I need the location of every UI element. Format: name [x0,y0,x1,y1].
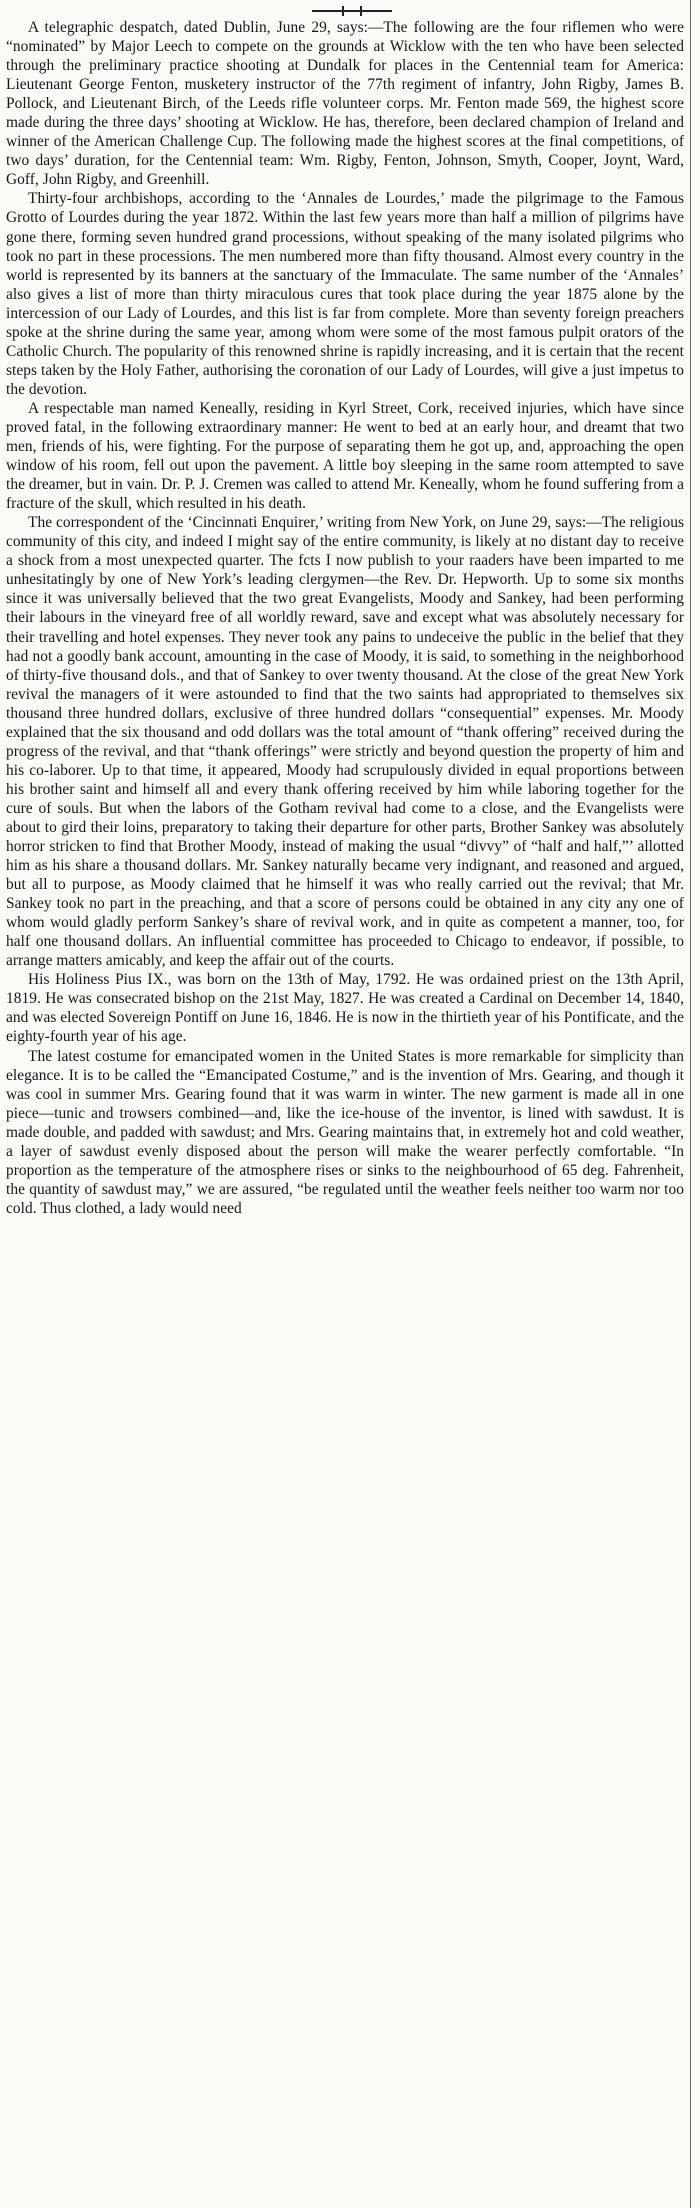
article-column [6,18,684,1218]
ornament-rule [312,10,392,12]
ornament-tick [360,6,362,16]
column-head-ornament [312,6,392,16]
ornament-tick [342,6,344,16]
column-divider [690,0,691,2208]
paragraph-rifle-team: A telegraphic despatch, dated Dublin, June 29, says:—The following are the four riflemen who were “nominated” by Major Leech to compete on the grounds at Wicklow with the ten who have been selected through the preliminary practice shooting at Dundalk for places in the Centennial team for America: Lieutenant George Fenton, musketery instructor of the 77th regiment of infantry, John Rigby, James B. Pollock, and Lieutenant Birch, of the Leeds rifle volunteer corps. Mr. Fenton made 569, the highest score made during the three days’ shooting at Wicklow. He has, therefore, been declared champion of Ireland and winner of the American Challenge Cup. The following made the highest scores at the final competitions, of two days’ duration, for the Centennial team: Wm. Rigby, Fenton, Johnson, Smyth, Cooper, Joynt, Ward, Goff, John Rigby, and Greenhill. [6,19,684,189]
paragraph-lourdes-pilgrimage: Thirty-four archbishops, according to the ‘Annales de Lourdes,’ made the pilgrimage to the Famous Grotto of Lourdes during the year 1872. Within the last few years more than half a million of pilgrims have gone there, forming seven hundred grand processions, without speaking of the many isolated pilgrims who took no part in these processions. The men numbered more than fifty thousand. Almost every country in the world is represented by its banners at the sanctuary of the Immaculate. The same number of the ‘Annales’ also gives a list of more than thirty miraculous cures that took place during the year 1875 alone by the intercession of our Lady of Lourdes, and this list is far from complete. More than seventy foreign preachers spoke at the shrine during the same year, among whom were some of the most famous pulpit orators of the Catholic Church. The popularity of this renowned shrine is rapidly increasing, and it is certain that the recent steps taken by the Holy Father, authorising the coronation of our Lady of Lourdes, will give a just impetus to the devotion. [6,190,684,398]
paragraph-moody-sankey: The correspondent of the ‘Cincinnati Enquirer,’ writing from New York, on June 29, says:—The religious community of this city, and indeed I might say of the entire community, is likely at no distant day to receive a shock from a most unexpected quarter. The fcts I now publish to your raaders have been imparted to me unhesitatingly by one of New York’s leading clergymen—the Rev. Dr. Hepworth. Up to some six months since it was universally believed that the two great Evangelists, Moody and Sankey, had been performing their labours in the vineyard free of all worldly reward, save and except what was absolutely necessary for their travelling and hotel expenses. They never took any pains to undeceive the public in the belief that they had not a goodly bank account, amounting in the case of Moody, it is said, to something in the neighborhood of thirty-five thousand dols., and that of Sankey to over twenty thousand. At the close of the great New York revival the managers of it were astounded to find that the two saints had appropriated to themselves six thousand three hundred dollars, exclusive of three hundred dollars “consequential” expenses. Mr. Moody explained that the six thousand and odd dollars was the total amount of “thank offering” received during the progress of the revival, and that “thank offerings” were strictly and beyond question the property of him and his co-laborer. Up to that time, it appeared, Moody had scrupulously divided in equal proportions between his brother saint and himself all and every thank offering received by him while laboring together for the cure of souls. But when the labors of the Gotham revival had come to a close, and the Evangelists were about to gird their loins, preparatory to taking their departure for other parts, Brother Sankey was absolutely horror stricken to find that Brother Moody, instead of making the usual “divvy” of “half and half,”’ allotted him as his share a thousand dollars. Mr. Sankey naturally became very indignant, and reasoned and argued, but all to purpose, as Moody claimed that he himself it was who really carried out the revival; that Mr. Sankey took no part in the preaching, and that a score of persons could be obtained in any city any one of whom would gladly perform Sankey’s share of revival work, and in quite as competent a manner, too, for half one thousand dollars. An influential committee has proceeded to Chicago to endeavor, if possible, to arrange matters amicably, and keep the affair out of the courts. [6,514,684,970]
paragraph-pius-ix: His Holiness Pius IX., was born on the 13th of May, 1792. He was ordained priest on the 13th April, 1819. He was consecrated bishop on the 21st May, 1827. He was created a Cardinal on December 14, 1840, and was elected Sovereign Pontiff on June 16, 1846. He is now in the thirtieth year of his Pontificate, and the eighty-fourth year of his age. [6,971,684,1046]
paragraph-keneally-accident: A respectable man named Keneally, residing in Kyrl Street, Cork, received injuries, which have since proved fatal, in the following extraordinary manner: He went to bed at an early hour, and dreamt that two men, friends of his, were fighting. For the purpose of separating them he got up, and, approaching the open window of his room, fell out upon the pavement. A little boy sleeping in the same room attempted to save the dreamer, but in vain. Dr. P. J. Cremen was called to attend Mr. Keneally, whom he found suffering from a fracture of the skull, which resulted in his death. [6,399,684,513]
paragraph-emancipated-costume: The latest costume for emancipated women in the United States is more remarkable for simplicity than elegance. It is to be called the “Emancipated Costume,” and is the invention of Mrs. Gearing, and though it was cool in summer Mrs. Gearing found that it was warm in winter. The new garment is made all in one piece—tunic and trowsers combined—and, like the ice-house of the inventor, is lined with sawdust. It is made double, and padded with sawdust; and Mrs. Gearing maintains that, in extremely hot and cold weather, a layer of sawdust evenly disposed about the person will make the wearer perfectly comfortable. “In proportion as the temperature of the atmosphere rises or sinks to the neighbourhood of 65 deg. Fahrenheit, the quantity of sawdust may,” we are assured, “be regulated until the weather feels neither too warm nor too cold. Thus clothed, a lady would need [6,1047,684,1217]
